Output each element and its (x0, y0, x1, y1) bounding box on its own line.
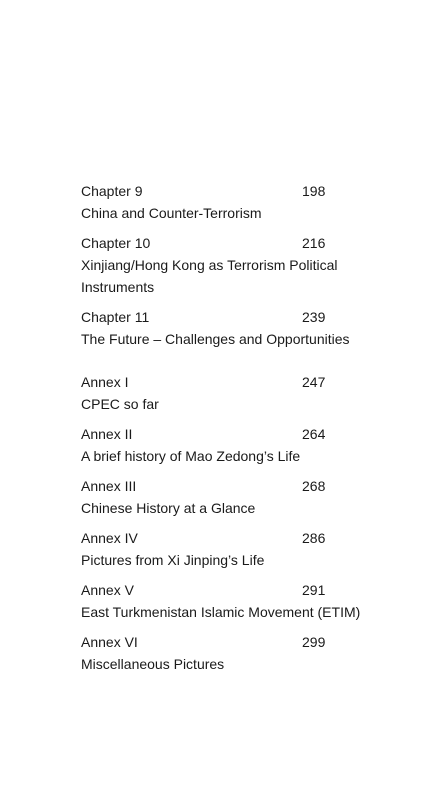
toc-entry-label: Chapter 9 (81, 183, 143, 199)
toc-entry-label: Annex II (81, 426, 133, 442)
toc-entry-annex-6 (81, 631, 381, 675)
toc-entry-annex-5 (81, 579, 381, 623)
toc-entry-label: Annex VI (81, 634, 138, 650)
toc-entry-page-number: 286 (302, 530, 326, 546)
toc-entry-annex-1 (81, 371, 381, 415)
toc-entry-chapter-10 (81, 232, 381, 298)
toc-entry-chapter-11 (81, 306, 381, 350)
toc-entry-page-number: 247 (302, 374, 326, 390)
toc-entry-title: A brief history of Mao Zedong’s Life (81, 448, 301, 464)
toc-entry-chapter-9 (81, 180, 381, 224)
toc-entry-page-number: 291 (302, 582, 326, 598)
toc-entry-page-number: 239 (302, 309, 326, 325)
toc-entry-title: The Future – Challenges and Opportunities (81, 331, 350, 347)
toc-entry-title: CPEC so far (81, 396, 159, 412)
toc-entry-label: Annex III (81, 478, 137, 494)
toc-entry-page-number: 299 (302, 634, 326, 650)
toc-entry-title: Chinese History at a Glance (81, 500, 256, 516)
toc-entry-annex-2 (81, 423, 381, 467)
toc-entry-title: China and Counter-Terrorism (81, 205, 262, 221)
toc-entry-label: Annex IV (81, 530, 138, 546)
toc-entry-annex-3 (81, 475, 381, 519)
toc-entry-label: Annex V (81, 582, 134, 598)
toc-entry-page-number: 198 (302, 183, 326, 199)
toc-entry-title: Xinjiang/Hong Kong as Terrorism Political Instruments (81, 257, 338, 295)
toc-entry-title: Miscellaneous Pictures (81, 656, 225, 672)
toc-entry-annex-4 (81, 527, 381, 571)
toc-entry-page-number: 268 (302, 478, 326, 494)
toc-entry-page-number: 264 (302, 426, 326, 442)
toc-entry-label: Chapter 11 (81, 309, 150, 325)
toc-entry-page-number: 216 (302, 235, 326, 251)
toc-entry-label: Chapter 10 (81, 235, 151, 251)
toc-entry-title: East Turkmenistan Islamic Movement (ETIM) (81, 604, 361, 620)
toc-entry-title: Pictures from Xi Jinping’s Life (81, 552, 265, 568)
toc-entry-label: Annex I (81, 374, 129, 390)
